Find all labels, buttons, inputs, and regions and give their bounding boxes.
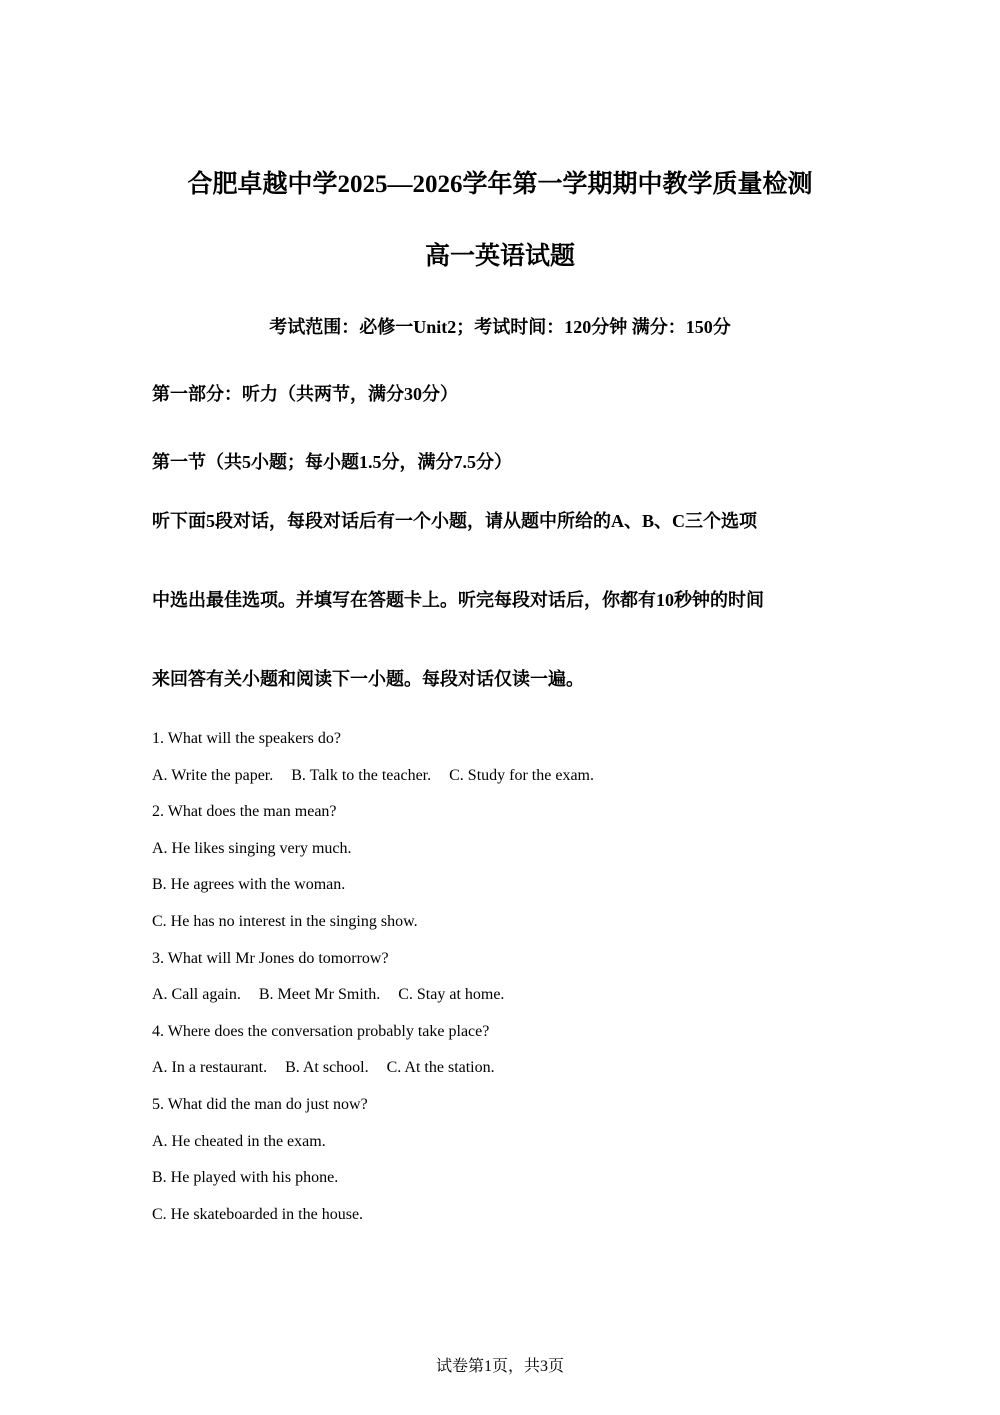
question-stem: 2. What does the man mean? [152,803,337,821]
question-stem: 1. What will the speakers do? [152,730,341,747]
question-options [152,765,852,787]
option-c: C. At the station. [386,1059,495,1077]
option-b: B. He agrees with the woman. [152,876,346,894]
option-a: A. In a restaurant. [152,1059,268,1077]
listening-instructions [152,508,852,745]
question-options [152,984,852,1006]
option-b: B. He played with his phone. [152,1169,339,1187]
section-one-heading: 第一节（共5小题；每小题1.5分，满分7.5分） [152,452,512,472]
option-c: C. He has no interest in the singing show. [152,912,418,930]
question-stem: 4. Where does the conversation probably take place? [152,1022,490,1040]
option-a: A. Write the paper. [152,766,274,784]
option-c: C. Stay at home. [398,986,505,1004]
option-b: B. At school. [285,1059,369,1077]
question-options [152,1057,852,1079]
option-b: B. Meet Mr Smith. [258,986,381,1004]
page-footer: 试卷第1页，共3页 [435,1358,564,1375]
exam-title: 合肥卓越中学2025—2026学年第一学期期中教学质量检测 [187,171,813,198]
instruction-line: 中选出最佳选项。并填写在答题卡上。听完每段对话后，你都有10秒钟的时间 [152,590,764,610]
option-c: C. Study for the exam. [449,766,594,784]
question-stem: 5. What did the man do just now? [152,1095,368,1113]
exam-info: 考试范围：必修一Unit2；考试时间：120分钟 满分：150分 [269,317,731,337]
option-a: A. He likes singing very much. [152,839,352,857]
option-c: C. He skateboarded in the house. [152,1205,364,1223]
option-a: A. He cheated in the exam. [152,1132,326,1150]
option-a: A. Call again. [152,986,241,1004]
option-b: B. Talk to the teacher. [291,766,432,784]
question-stem: 3. What will Mr Jones do tomorrow? [152,949,389,967]
question-list [152,728,852,1240]
instruction-line: 来回答有关小题和阅读下一小题。每段对话仅读一遍。 [152,669,584,689]
exam-subtitle: 高一英语试题 [424,243,575,270]
instruction-line: 听下面5段对话，每段对话后有一个小题，请从题中所给的A、B、C三个选项 [152,511,758,531]
part-one-heading: 第一部分：听力（共两节，满分30分） [152,384,458,404]
